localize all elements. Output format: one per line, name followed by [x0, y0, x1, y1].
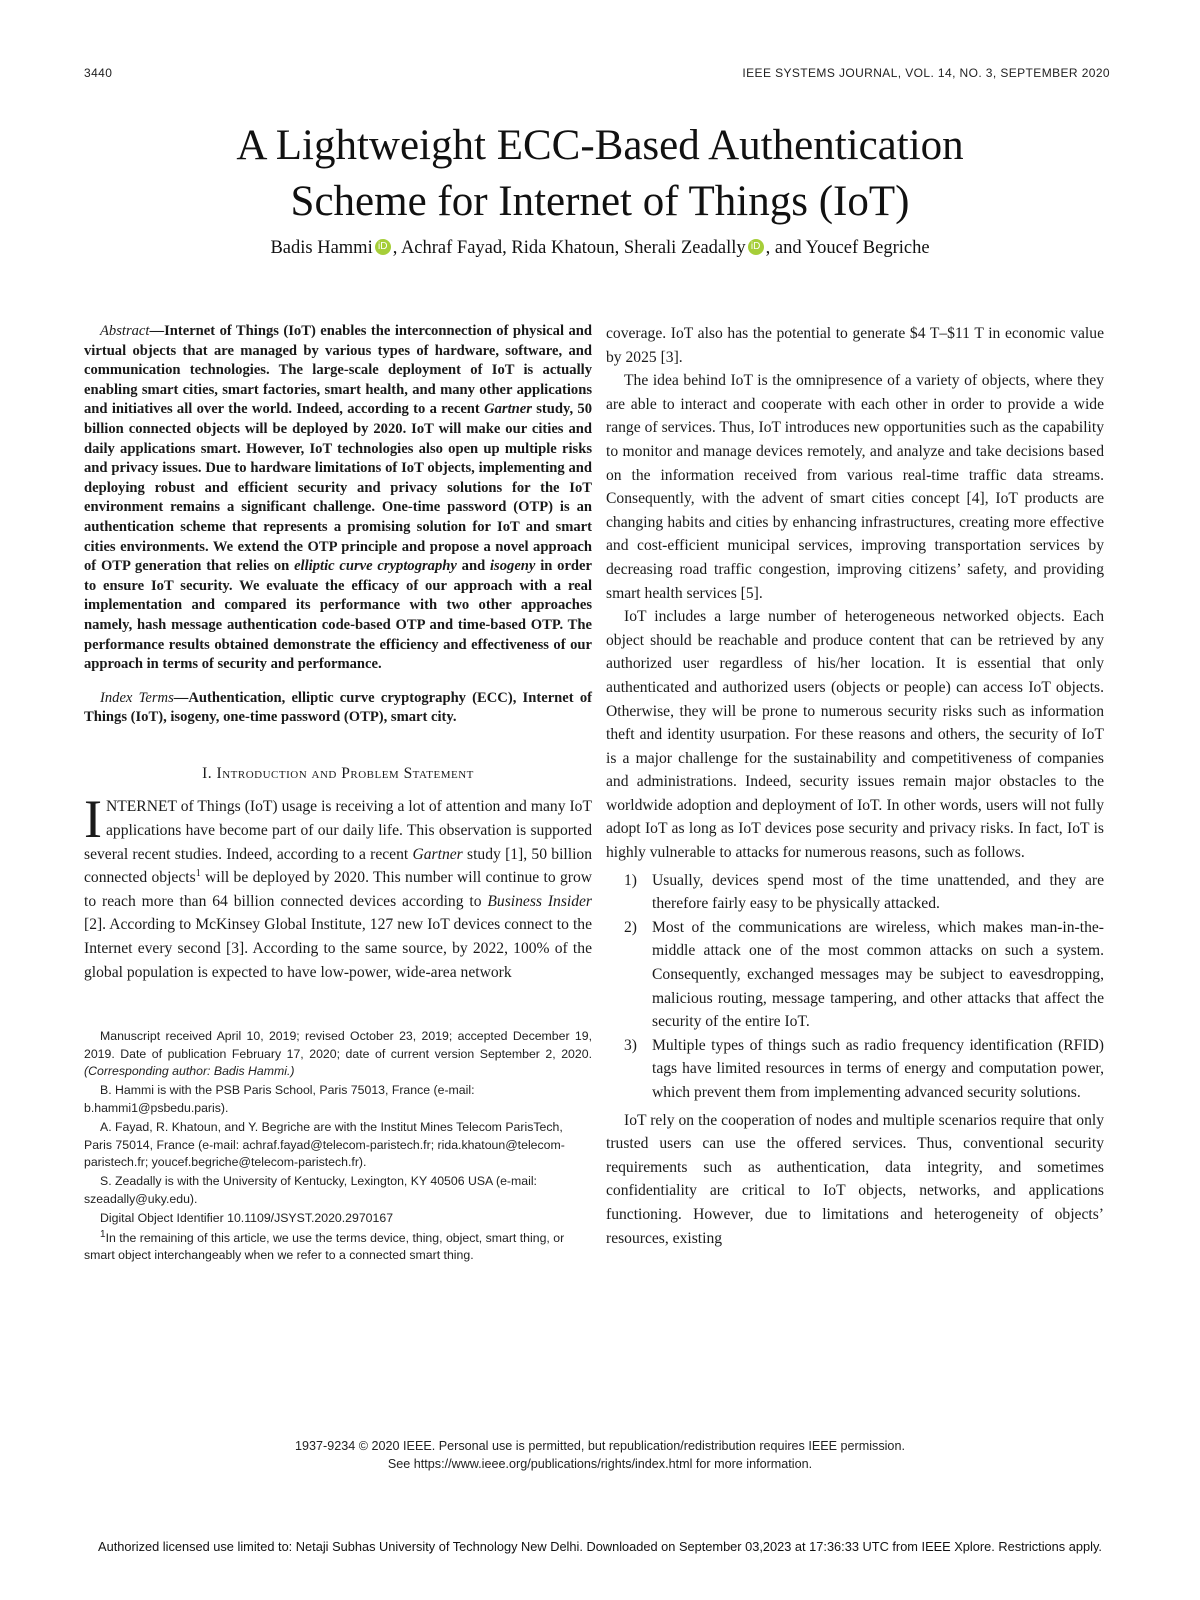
list-item-text: Usually, devices spend most of the time unattended, and they are therefore fairly easy to be physically attacked.	[652, 871, 1104, 913]
list-item-text: Multiple types of things such as radio frequency identification (RFID) tags have limited resources in terms of energy and computation power, which prevent them from implementing advanced security solutions.	[652, 1036, 1104, 1101]
intro-gartner: Gartner	[412, 845, 463, 863]
risk-list	[606, 869, 1104, 1105]
paper-title	[0, 118, 1200, 230]
intro-business-insider: Business Insider	[487, 892, 593, 910]
right-column	[606, 322, 1104, 1250]
title-line-1: A Lightweight ECC-Based Authentication	[236, 122, 964, 169]
footnote-1-marker: 1	[100, 1228, 106, 1240]
intro-paragraph-3: IoT includes a large number of heterogeneous networked objects. Each object should be reachable and produce content that can be retrieved by any authorized user regardless of his/her location. It is essential that only authenticated and authorized users (objects or people) can access IoT objects. Otherwise, they will be prone to numerous security risks such as information theft and identity usurpation. For these reasons and others, the security of IoT is a major challenge for the sustainability and competitiveness of companies and administrations. Indeed, security issues remain major obstacles to the worldwide adoption and deployment of IoT. In other words, users will not fully adopt IoT as long as IoT devices pose security and privacy risks. In fact, IoT is highly vulnerable to attacks for numerous reasons, such as follows.	[606, 608, 1104, 862]
abstract-text-3: in order to ensure IoT security. We evaluate the efficacy of our approach with a real implementation and compared its performance with two other approaches namely, hash message authentication code-based OTP and time-based OTP. The performance results obtained demonstrate the efficiency and effectiveness of our approach in terms of security and performance.	[84, 558, 593, 673]
abstract-and: and	[456, 558, 490, 575]
author-1: Badis Hammi	[270, 238, 373, 258]
abstract-ecc: elliptic curve cryptography	[294, 558, 457, 575]
first-page-footnotes	[84, 1028, 592, 1264]
list-item	[606, 916, 1104, 1034]
section-heading: I. Introduction and Problem Statement	[202, 764, 474, 782]
author-2-4: , Achraf Fayad, Rida Khatoun, Sherali Zeadally	[392, 238, 746, 258]
abstract	[84, 322, 592, 675]
intro-text-a: INTERNET of Things (IoT) usage is receiving a lot of attention and many IoT applications have become part of our daily life. This observation is supported several recent studies. Indeed, according to a recent	[84, 789, 592, 863]
corresponding-author: (Corresponding author: Badis Hammi.)	[84, 1064, 295, 1079]
intro-text-c: will be deployed by 2020. This number will continue to grow to reach more than 64 billion connected devices according to	[84, 869, 593, 910]
index-terms	[84, 689, 592, 728]
footnote-1-text: In the remaining of this article, we use the terms device, thing, object, smart thing, or smart object interchangeably when we refer to a connected smart thing.	[84, 1230, 565, 1263]
list-item	[606, 869, 1104, 916]
left-column	[84, 322, 592, 1267]
intro-paragraph-2: The idea behind IoT is the omnipresence of a variety of objects, where they are able to interact and cooperate with each other in order to provide a wide range of services. Thus, IoT introduces new opportunities such as the capability to monitor and manage devices remotely, and analyze and take decisions based on the information received from various real-time traffic data streams. Consequently, with the advent of smart cities concept [4], IoT products are changing habits and cities by enhancing infrastructures, creating more effective and cost-efficient municipal services, improving transportation services by decreasing road traffic congestion, improving citizens’ safety, and providing smart health services [5].	[606, 372, 1104, 602]
affiliation-fayad: A. Fayad, R. Khatoun, and Y. Begriche are with the Institut Mines Telecom ParisTech, Paris 75014, France (e-mail: achraf.fayad@telecom-paristech.fr; rida.khatoun@telecom-paristech.fr; youcef.begriche@telecom-paristech.fr).	[84, 1120, 565, 1170]
intro-paragraph-1	[84, 789, 593, 984]
abstract-label: Abstract	[100, 323, 150, 339]
intro-paragraph-4: IoT rely on the cooperation of nodes and multiple scenarios require that only trusted users can use the offered services. Thus, conventional security requirements such as authentication, data integrity, and sometimes confidentiality are critical to IoT objects, networks, and applications functioning. However, due to limitations and heterogeneity of objects’ resources, existing	[606, 1111, 1104, 1247]
footnote-1	[84, 1230, 592, 1265]
index-terms-label: Index Terms	[100, 689, 174, 706]
author-list	[0, 238, 1200, 259]
running-head: IEEE SYSTEMS JOURNAL, VOL. 14, NO. 3, SEPTEMBER 2020	[742, 66, 1110, 80]
intro-text-b: study [1], 50 billion connected objects	[84, 845, 592, 887]
list-item	[606, 1034, 1104, 1105]
copyright-line-1: 1937-9234 © 2020 IEEE. Personal use is permitted, but republication/redistribution requires IEEE permission.	[295, 1439, 905, 1453]
orcid-icon[interactable]: iD	[375, 239, 391, 255]
title-line-2: Scheme for Internet of Things (IoT)	[290, 178, 910, 225]
list-item-number: 1)	[624, 871, 637, 889]
abstract-isogeny: isogeny	[490, 558, 536, 575]
manuscript-note	[84, 1028, 592, 1080]
copyright-notice	[0, 1437, 1200, 1473]
abstract-text-2: study, 50 billion connected objects will be deployed by 2020. IoT will make our cities and daily applications smart. However, IoT technologies also open up multiple risks and privacy issues. Due to hardware limitations of IoT objects, implementing and deploying robust and efficient security and privacy solutions for the IoT environment remains a significant challenge. One-time password (OTP) is an authentication scheme that represents a promising solution for IoT and smart cities environments. We extend the OTP principle and propose a novel approach of OTP generation that relies on	[84, 401, 592, 575]
manuscript-dates: Manuscript received April 10, 2019; revised October 23, 2019; accepted December 19, 2019. Date of publication February 17, 2020; date of current version September 2, 2020.	[84, 1029, 592, 1061]
page-number: 3440	[84, 66, 113, 80]
author-5: , and Youcef Begriche	[765, 238, 930, 258]
index-terms-text: —Authentication, elliptic curve cryptography (ECC), Internet of Things (IoT), isogeny, one-time password (OTP), smart city.	[84, 689, 592, 726]
abstract-text-1: —Internet of Things (IoT) enables the interconnection of physical and virtual objects that are managed by various types of hardware, software, and communication technologies. The large-scale deployment of IoT is actually enabling smart cities, smart factories, smart health, and many other applications and initiatives all over the world. Indeed, according to a recent	[84, 323, 592, 418]
intro-paragraph-1-continued: coverage. IoT also has the potential to generate $4 T–$11 T in economic value by 2025 [3].	[606, 325, 1104, 366]
list-item-number: 2)	[624, 918, 637, 936]
license-watermark: Authorized licensed use limited to: Netaji Subhas University of Technology New Delhi. Downloaded on September 03,2023 at 17:36:33 UTC from IEEE Xplore. Restrictions apply.	[98, 1539, 1102, 1554]
affiliation-hammi: B. Hammi is with the PSB Paris School, Paris 75013, France (e-mail: b.hammi1@psbedu.paris).	[84, 1083, 475, 1115]
copyright-line-2[interactable]: See https://www.ieee.org/publications/rights/index.html for more information.	[387, 1457, 813, 1471]
list-item-text: Most of the communications are wireless, which makes man-in-the-middle attack one of the most common attacks on such a system. Consequently, exchanged messages may be subject to eavesdropping, malicious routing, message tampering, and other attacks that affect the security of the entire IoT.	[652, 918, 1104, 1031]
orcid-icon[interactable]: iD	[748, 239, 764, 255]
doi: Digital Object Identifier 10.1109/JSYST.2020.2970167	[100, 1211, 394, 1226]
abstract-gartner: Gartner	[484, 401, 532, 418]
affiliation-zeadally: S. Zeadally is with the University of Kentucky, Lexington, KY 40506 USA (e-mail: szeadally@uky.edu).	[84, 1174, 537, 1206]
footnote-marker[interactable]: 1	[195, 868, 201, 880]
intro-text-d: [2]. According to McKinsey Global Institute, 127 new IoT devices connect to the Internet every second [3]. According to the same source, by 2022, 100% of the global population is expected to have low-power, wide-area network	[84, 916, 592, 981]
list-item-number: 3)	[624, 1036, 637, 1054]
